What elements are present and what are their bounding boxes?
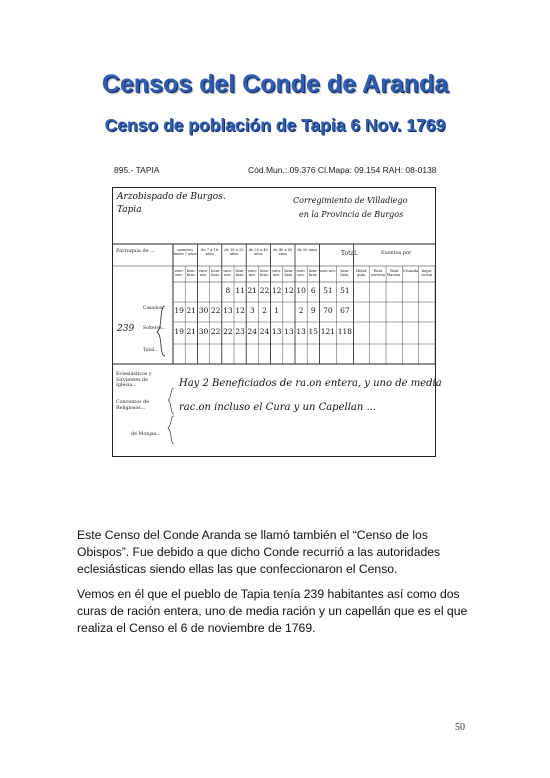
- row-label-casados: Casados...: [143, 306, 167, 311]
- exentos-subheader: Inqui-sicion: [421, 269, 433, 278]
- census-cell: 1: [274, 306, 280, 315]
- census-cell: 22: [210, 306, 221, 315]
- census-cell: 19: [174, 327, 184, 336]
- census-cell: 22: [223, 327, 233, 336]
- census-cell: 2: [262, 306, 267, 315]
- census-cell: 51: [323, 286, 333, 295]
- jurisdiction-line2: en la Provincia de Burgos: [299, 210, 404, 219]
- census-cell: 13: [271, 327, 282, 336]
- census-cell: 21: [186, 327, 197, 336]
- scan-reference: 895.- TAPIA: [114, 165, 160, 175]
- sex-subheader: varo-nes.: [272, 269, 282, 278]
- age-group-header: de 40 a 50 años: [273, 248, 293, 257]
- eclesiasticos-label: Eclesiásticos y Sirvientes de Iglesia...: [116, 372, 152, 388]
- census-cell: 13: [296, 327, 306, 336]
- sex-subheader: varo-nes.: [198, 269, 209, 278]
- monjas-label: de Monjas...: [131, 432, 161, 437]
- jurisdiction-line1: Corregimiento de Villadiego: [293, 196, 408, 205]
- total-parish: 239: [117, 324, 135, 334]
- place-label: Tapia: [117, 205, 142, 215]
- sex-subheader: hem-bras.: [235, 269, 245, 278]
- census-cell: 8: [225, 286, 231, 295]
- sex-subheader: hem-bras.: [284, 269, 294, 278]
- census-cell: 21: [247, 286, 258, 295]
- sex-subheader: varo-nes.: [223, 269, 233, 278]
- archbishopric-label: Arzobispado de Burgos.: [117, 192, 226, 202]
- conventos-label: Conventos de Religiosos...: [116, 400, 149, 411]
- sex-subheader: varo-nes.: [319, 269, 337, 273]
- age-group-header: de 16 a 25 años: [224, 248, 244, 257]
- census-cell: 30: [198, 327, 209, 336]
- sex-subheader: hem-bras.: [340, 269, 350, 278]
- sex-subheader: varo-nes.: [247, 269, 257, 278]
- census-cell: 2: [298, 306, 304, 315]
- census-cell: 10: [296, 286, 306, 295]
- sex-subheader: hem-bras.: [211, 269, 221, 278]
- census-cell: 12: [284, 286, 294, 295]
- census-cell: 19: [174, 306, 184, 315]
- census-cell: 9: [310, 306, 316, 315]
- sex-subheader: varo-nes.: [296, 269, 306, 278]
- page-number: 50: [455, 722, 465, 733]
- exentos-header: Exentos por: [381, 250, 412, 256]
- age-group-header: menores hasta 7 años: [173, 248, 197, 257]
- census-cell: 121: [320, 327, 336, 336]
- census-cell: 15: [308, 327, 319, 336]
- age-group-header: de 7 a 16 años: [201, 248, 219, 257]
- sex-subheader: hem-bras.: [308, 269, 318, 278]
- form-grid: [113, 188, 435, 456]
- census-cell: 118: [337, 327, 353, 336]
- age-group-header: de 50 años: [297, 248, 318, 252]
- census-cell: 6: [310, 286, 316, 295]
- census-cell: 24: [247, 327, 258, 336]
- row-label-total: Total...: [143, 348, 159, 353]
- census-cell: 67: [340, 306, 350, 315]
- census-cell: 51: [340, 286, 350, 295]
- census-cell: 22: [210, 327, 221, 336]
- census-cell: 3: [249, 306, 255, 315]
- exentos-subheader: Hidal-guía.: [356, 269, 368, 278]
- exentos-subheader: Real servicio: [370, 269, 385, 278]
- page-subtitle: Censo de población de Tapia 6 Nov. 1769: [104, 115, 446, 135]
- census-cell: 11: [235, 286, 245, 295]
- total-header: Total.: [341, 250, 358, 257]
- census-cell: 70: [323, 306, 333, 315]
- exentos-subheader: Cruzada: [402, 269, 419, 273]
- census-scan: [110, 157, 440, 457]
- census-form: [112, 187, 442, 457]
- census-cell: 22: [259, 286, 270, 295]
- parish-header: Parroquia de ...: [116, 248, 156, 254]
- page-title: Censos del Conde de Aranda: [101, 70, 449, 98]
- census-cell: 12: [271, 286, 282, 295]
- census-cell: 23: [235, 327, 245, 336]
- census-cell: 24: [259, 327, 270, 336]
- census-cell: 12: [235, 306, 245, 315]
- sex-subheader: hem-bras.: [259, 269, 270, 278]
- scan-codes: Cód.Mun.: 09.376 Cl.Mapa: 09.154 RAH: 08-0138: [248, 165, 437, 175]
- census-cell: 21: [186, 306, 197, 315]
- handwritten-note-2: rac.on incluso el Cura y un Capellan ...: [179, 402, 377, 413]
- census-cell: 30: [198, 306, 209, 315]
- paragraph-1: Este Censo del Conde Aranda se llamó también el “Censo de los Obispos”. Fue debido a que dicho Conde recurrió a las autoridades eclesiásticas siendo ellas las que confeccionaron el Censo.: [77, 528, 441, 576]
- row-label-solteros: Solteros...: [143, 326, 167, 331]
- sex-subheader: varo-nes.: [174, 269, 184, 278]
- paragraph-2: Vemos en él que el pueblo de Tapia tenía 239 habitantes así como dos curas de ración entera, uno de media ración y un capellán que es el que realiza el Censo el 6 de noviembre de 1769.: [77, 587, 468, 635]
- age-group-header: de 25 a 40 años: [248, 248, 268, 257]
- exentos-subheader: Real Hacien.: [387, 269, 402, 278]
- census-cell: 13: [284, 327, 294, 336]
- handwritten-note-1: Hay 2 Beneficiados de ra.on entera, y uno de media: [179, 378, 442, 389]
- sex-subheader: hem-bras.: [186, 269, 196, 278]
- census-cell: 13: [223, 306, 233, 315]
